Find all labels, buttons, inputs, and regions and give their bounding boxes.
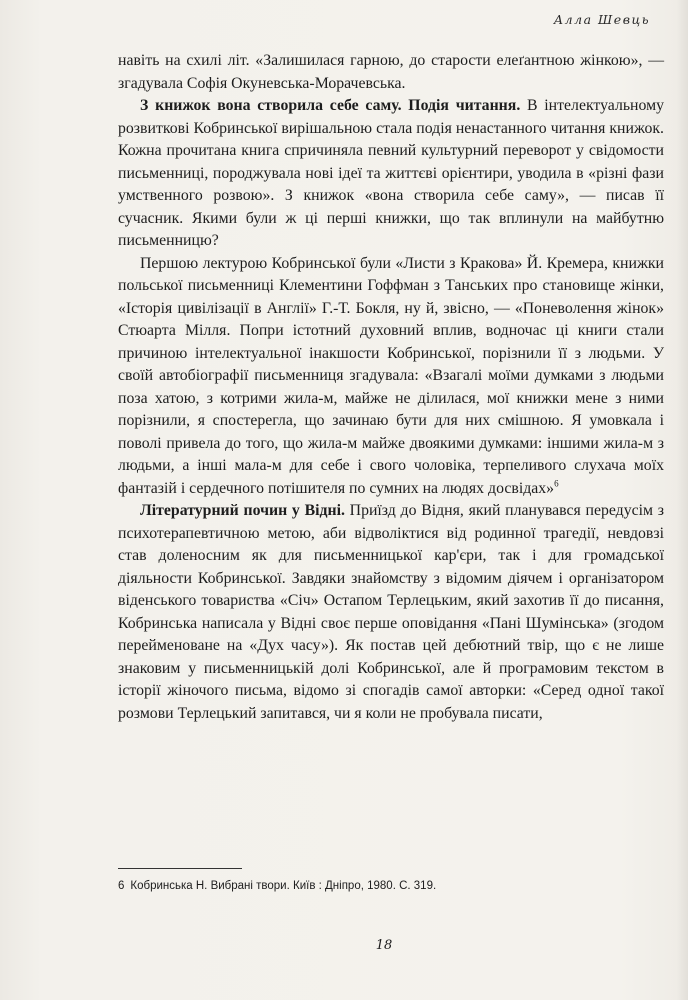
footnote-text: Кобринська Н. Вибрані твори. Київ : Дніпро, 1980. С. 319. [130, 880, 437, 892]
paragraph-4: Літературний почин у Відні. Приїзд до Відня, який планувався передусім з психотерапевтичною метою, аби відволіктися від родинної трагедії, невдовзі став доленосним як для письменницької кар'єри, так і для громадської діяльности Кобринської. Завдяки знайомству з відомим діячем і організатором віденського товариства «Січ» Остапом Терлецьким, який захотив її до писання, Кобринська написала у Відні своє перше оповідання «Пані Шумінська» (згодом перейменоване на «Дух часу»). Як постав цей дебютний твір, що є не лише знаковим у письменницькій долі Кобринської, але й програмовим текстом в історії жіночого письма, відомо зі спогадів самої авторки: «Серед одної такої розмови Терлецький запитався, чи я коли не пробувала писати, [118, 502, 664, 722]
paragraph-1: навіть на схилі літ. «Залишилася гарною, до старости елеґантною жінкою», — згадувала Софія Окуневська-Морачевська. [118, 52, 664, 92]
footnote [118, 880, 664, 892]
page-number: 18 [375, 938, 393, 953]
section-heading-vienna: Літературний почин у Відні. [140, 502, 345, 519]
footnote-divider [118, 868, 242, 869]
footnote-ref[interactable]: 6 [554, 478, 559, 489]
paragraph-2: З книжок вона створила себе саму. Подія читання. В інтелектуальному розвиткові Кобринської вирішальною стала подія ненастанного читання книжок. Кожна прочитана книга спричиняла певний культурний переворот у свідомости письменниці, породжувала нові ідеї та життєві орієнтири, уводила в «різні фази умственного розвою». З книжок «вона створила себе саму», — писав її сучасник. Якими були ж ці перші книжки, що так вплинули на майбутню письменницю? [118, 97, 664, 249]
running-header: Алла Шевць [553, 12, 650, 27]
body-text [118, 50, 664, 725]
page-edge-shadow [676, 0, 688, 1000]
footnote-number: 6 [118, 880, 125, 892]
section-heading-reading: З книжок вона створила себе саму. Подія читання. [140, 97, 521, 114]
paragraph-3: Першою лектурою Кобринської були «Листи з Кракова» Й. Кремера, книжки польської письменниці Клементини Гоффман з Танських про становище жінки, «Історія цивілізації в Англії» Г.-Т. Бокля, ну й, звісно, — «Поневолення жінок» Стюарта Мілля. Попри істотний духовний вплив, водночас ці книги стали причиною інтелектуальної інакшости Кобринської, порізнили її з людьми. У своїй автобіографії письменниця згадувала: «Взагалі моїми думками з людьми поза хатою, з котрими жила-м, майже не ділилася, мої книжки мене з ними порізнили, я спостерегла, що зачинаю бути для них смішною. Я умовкала і поволі привела до того, що жила-м майже двоякими думками: іншими жила-м з людьми, а інші мала-м для себе і свого чоловіка, терпеливого слухача моїх фантазій і сердечного потішителя по сумних на людях досвідах»$^6$ [118, 254, 664, 497]
